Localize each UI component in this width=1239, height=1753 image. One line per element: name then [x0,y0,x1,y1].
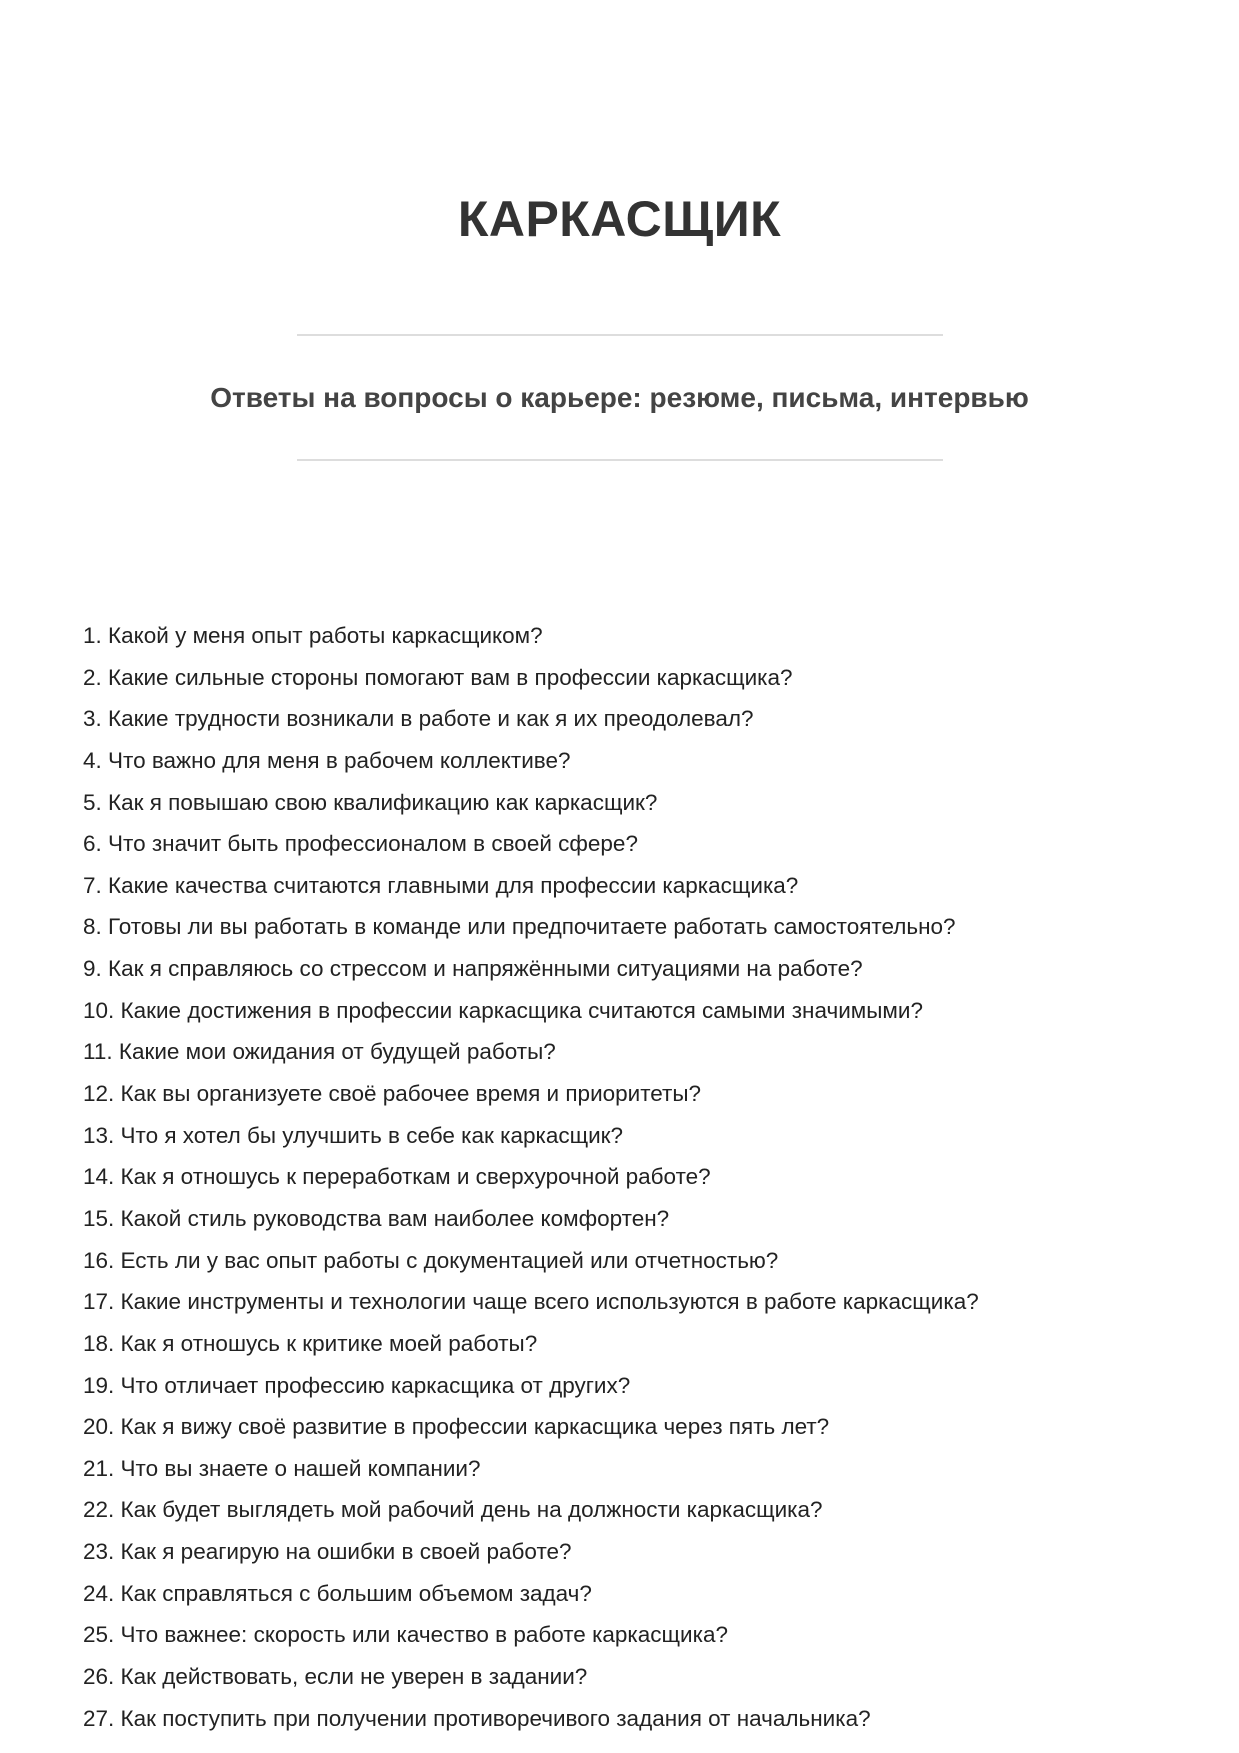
question-item: 20. Как я вижу своё развитие в профессии каркасщика через пять лет? [83,1414,830,1440]
question-item: 3. Какие трудности возникали в работе и как я их преодолевал? [83,706,754,732]
question-item: 15. Какой стиль руководства вам наиболее комфортен? [83,1205,670,1231]
question-item: 4. Что важно для меня в рабочем коллективе? [83,747,571,773]
question-item: 26. Как действовать, если не уверен в задании? [83,1664,588,1690]
question-item: 7. Какие качества считаются главными для профессии каркасщика? [83,872,799,898]
question-item: 21. Что вы знаете о нашей компании? [83,1455,481,1481]
question-item: 17. Какие инструменты и технологии чаще всего используются в работе каркасщика? [83,1289,979,1315]
question-item: 23. Как я реагирую на ошибки в своей работе? [83,1539,572,1565]
divider-bottom [297,459,943,461]
question-item: 9. Как я справляюсь со стрессом и напряжёнными ситуациями на работе? [83,956,863,982]
question-item: 1. Какой у меня опыт работы каркасщиком? [83,623,543,648]
question-item: 5. Как я повышаю свою квалификацию как каркасщик? [83,789,658,815]
question-item: 27. Как поступить при получении противоречивого задания от начальника? [83,1705,871,1731]
question-item: 16. Есть ли у вас опыт работы с документацией или отчетностью? [83,1247,779,1273]
question-item: 12. Как вы организуете своё рабочее время и приоритеты? [83,1081,702,1107]
page-title: КАРКАСЩИК [457,191,782,247]
question-item: 8. Готовы ли вы работать в команде или предпочитаете работать самостоятельно? [83,914,956,940]
page-subtitle: Ответы на вопросы о карьере: резюме, письма, интервью [210,382,1029,413]
question-item: 24. Как справляться с большим объемом задач? [83,1580,592,1606]
question-item: 19. Что отличает профессию каркасщика от других? [83,1372,631,1398]
question-item: 6. Что значит быть профессионалом в своей сфере? [83,831,638,857]
question-item: 10. Какие достижения в профессии каркасщика считаются самыми значимыми? [83,997,923,1023]
question-item: 22. Как будет выглядеть мой рабочий день на должности каркасщика? [83,1497,823,1523]
question-list [83,615,979,1739]
question-item: 25. Что важнее: скорость или качество в работе каркасщика? [83,1622,728,1648]
question-item: 11. Какие мои ожидания от будущей работы? [83,1039,556,1065]
question-item: 14. Как я отношусь к переработкам и сверхурочной работе? [83,1164,711,1190]
question-item: 2. Какие сильные стороны помогают вам в профессии каркасщика? [83,664,793,690]
divider-top [297,334,943,336]
question-item: 18. Как я отношусь к критике моей работы? [83,1330,538,1356]
question-item: 13. Что я хотел бы улучшить в себе как каркасщик? [83,1122,624,1148]
